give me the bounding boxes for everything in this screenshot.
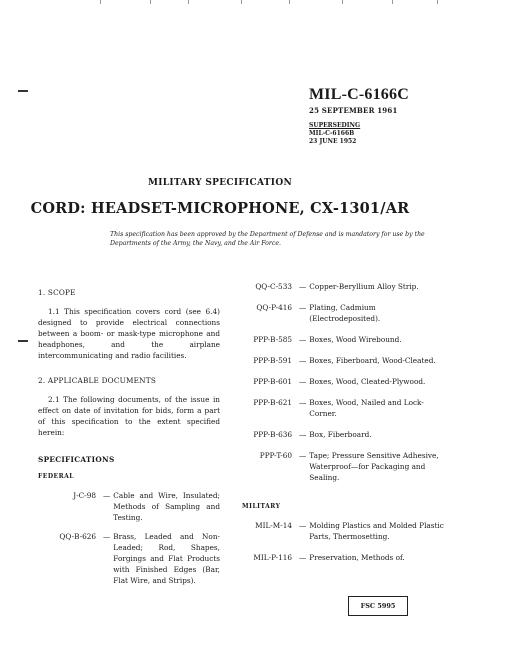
federal-heading: FEDERAL [38, 473, 74, 480]
margin-mark [18, 340, 28, 342]
spec-entry: PPP-B-601 — Boxes, Wood, Cleated-Plywood. [236, 376, 446, 387]
applicable-documents-heading: 2. APPLICABLE DOCUMENTS [38, 376, 157, 385]
applicable-documents-paragraph: 2.1 The following documents, of the issue in effect on date of invitation for bids, form a part of this specification to the extent specified herein: [38, 395, 220, 437]
spec-code: PPP-B-585 [253, 335, 292, 344]
spec-code: J-C-98 [73, 491, 96, 500]
spec-description: Plating, Cadmium (Electrodeposited). [309, 303, 381, 323]
document-title: CORD: HEADSET-MICROPHONE, CX-1301/AR [30, 200, 410, 217]
spec-code: PPP-B-621 [253, 398, 292, 407]
spec-code: QQ-C-533 [255, 282, 292, 291]
spec-entry: QQ-C-533 — Copper-Beryllium Alloy Strip. [236, 281, 446, 292]
spec-entry: PPP-B-585 — Boxes, Wood Wirebound. [236, 334, 446, 345]
approval-note: This specification has been approved by the Department of Defense and is mandatory for use by the Departments of the Army, the Navy, and the Air Force. [110, 231, 425, 247]
spec-description: Molding Plastics and Molded Plastic Parts, Thermosetting. [309, 521, 444, 541]
spec-entry: PPP-B-591 — Boxes, Fiberboard, Wood-Cleated. [236, 355, 446, 366]
spec-code: QQ-B-626 [59, 532, 96, 541]
spec-code: PPP-B-591 [253, 356, 292, 365]
spec-entry: QQ-B-626 — Brass, Leaded and Non-Leaded; Rod, Shapes, Forgings and Flat Products with Finished Edges (Bar, Flat Wire, and Strips). [38, 531, 220, 586]
superseded-document: MIL-C-6166B [309, 130, 355, 137]
spec-description: Boxes, Wood, Nailed and Lock-Corner. [309, 398, 424, 418]
document-date: 25 SEPTEMBER 1961 [309, 106, 398, 115]
spec-description: Tape; Pressure Sensitive Adhesive, Waterproof—for Packaging and Sealing. [309, 451, 439, 482]
spec-code: QQ-P-416 [256, 303, 292, 312]
scope-heading: 1. SCOPE [38, 288, 76, 297]
specifications-heading: SPECIFICATIONS [38, 455, 115, 464]
document-number: MIL-C-6166C [309, 86, 409, 103]
margin-mark [18, 90, 28, 92]
spec-description: Boxes, Fiberboard, Wood-Cleated. [309, 356, 436, 365]
specification-type: MILITARY SPECIFICATION [148, 178, 292, 188]
spec-description: Brass, Leaded and Non-Leaded; Rod, Shapes, Forgings and Flat Products with Finished Edges (Bar, Flat Wire, and Strips). [113, 532, 220, 585]
spec-description: Box, Fiberboard. [309, 430, 372, 439]
document-header [309, 86, 489, 146]
spec-description: Boxes, Wood Wirebound. [309, 335, 402, 344]
superseded-date: 23 JUNE 1952 [309, 138, 357, 145]
spec-description: Boxes, Wood, Cleated-Plywood. [309, 377, 426, 386]
spec-entry: PPP-B-636 — Box, Fiberboard. [236, 429, 446, 440]
spec-code: MIL-M-14 [255, 521, 292, 530]
spec-description: Copper-Beryllium Alloy Strip. [309, 282, 419, 291]
federal-spec-list [236, 281, 446, 483]
superseding-block [309, 122, 489, 146]
spec-entry: QQ-P-416 — Plating, Cadmium (Electrodeposited). [236, 302, 446, 324]
right-column [236, 281, 446, 563]
spec-entry: PPP-B-621 — Boxes, Wood, Nailed and Lock-Corner. [236, 397, 446, 419]
spec-entry: MIL-M-14 — Molding Plastics and Molded Plastic Parts, Thermosetting. [236, 520, 446, 542]
spec-description: Cable and Wire, Insulated; Methods of Sampling and Testing. [113, 491, 220, 522]
spec-code: PPP-B-601 [253, 377, 292, 386]
superseding-label: SUPERSEDING [309, 122, 361, 129]
left-column [38, 287, 220, 586]
spec-description: Preservation, Methods of. [309, 553, 405, 562]
fsc-code-box: FSC 5995 [348, 596, 408, 616]
spec-entry: PPP-T-60 — Tape; Pressure Sensitive Adhesive, Waterproof—for Packaging and Sealing. [236, 450, 446, 483]
spec-code: MIL-P-116 [253, 553, 292, 562]
spec-entry: MIL-P-116 — Preservation, Methods of. [236, 552, 446, 563]
spec-code: PPP-B-636 [253, 430, 292, 439]
military-spec-list [236, 520, 446, 563]
military-heading: MILITARY [242, 503, 281, 510]
spec-entry: J-C-98 — Cable and Wire, Insulated; Methods of Sampling and Testing. [38, 490, 220, 523]
spec-code: PPP-T-60 [259, 451, 292, 460]
scope-paragraph: 1.1 This specification covers cord (see 6.4) designed to provide electrical connections between a boom- or mask-type microphone and headphones, and the airplane intercommunicating and radio facilities. [38, 307, 220, 360]
